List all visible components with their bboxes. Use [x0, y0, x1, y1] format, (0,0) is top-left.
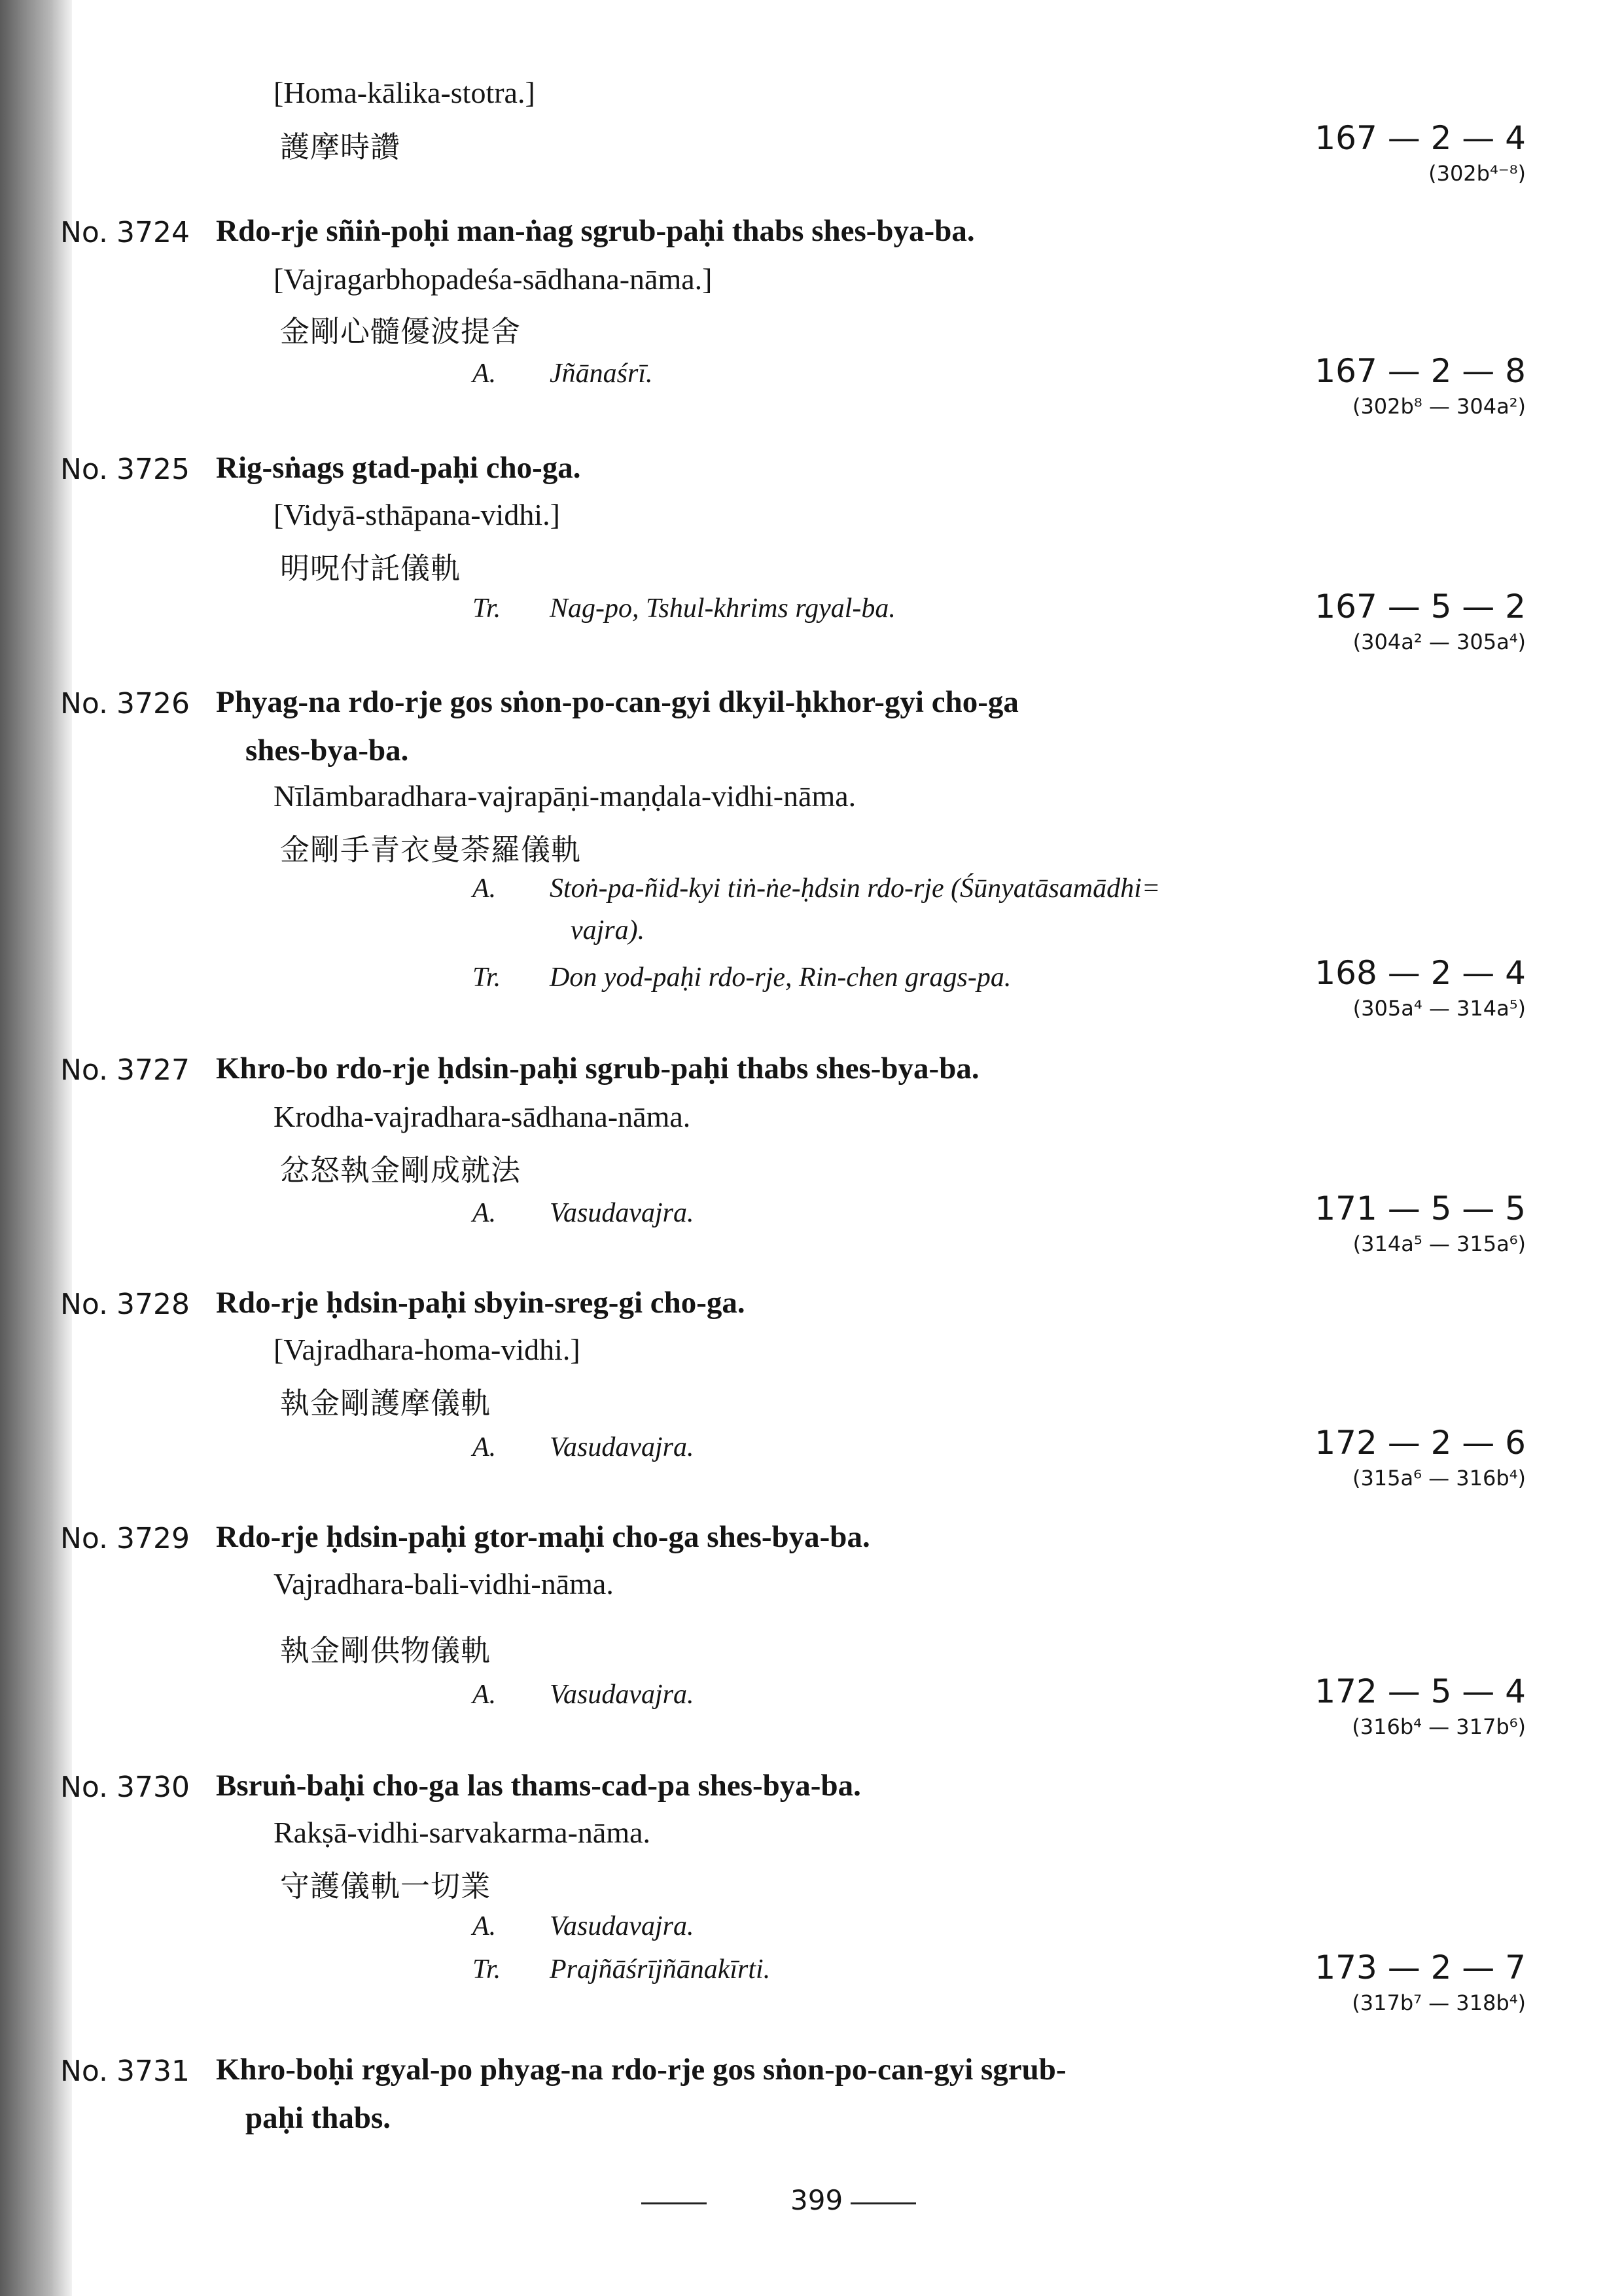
author-name-continued: vajra).: [571, 915, 645, 945]
entry-no-label: No.: [60, 453, 109, 486]
sanskrit-title: Rakṣā-vidhi-sarvakarma-nāma.: [274, 1816, 651, 1849]
tibetan-title: Rig-sṅags gtad-paḥi cho-ga.: [216, 451, 581, 485]
entry-number: 3726: [116, 687, 190, 720]
author-role: A.: [472, 359, 497, 389]
entry-no-label: No.: [60, 216, 109, 249]
folio-range: (316b⁴ — 317b⁶): [1352, 1714, 1526, 1739]
volume-reference: 167 — 2 — 4: [1315, 119, 1526, 157]
entry-no-label: No.: [60, 2055, 109, 2088]
tibetan-title-continued: shes-bya-ba.: [245, 733, 409, 768]
author-role: A.: [472, 1911, 497, 1941]
author-role: A.: [472, 1680, 497, 1710]
entry-no-label: No.: [60, 1288, 109, 1321]
chinese-title: 金剛手青衣曼荼羅儀軌: [280, 832, 582, 867]
tibetan-title: Rdo-rje ḥdsin-paḥi gtor-maḥi cho-ga shes-bya-ba.: [216, 1520, 870, 1554]
sanskrit-title: [Homa-kālika-stotra.]: [274, 76, 535, 109]
sanskrit-title: Nīlāmbaradhara-vajrapāṇi-maṇḍala-vidhi-nāma.: [274, 779, 856, 813]
author-role: A.: [472, 874, 497, 904]
author-name: Jñānaśrī.: [550, 359, 653, 389]
author-name: Vasudavajra.: [550, 1432, 694, 1462]
tibetan-title: Rdo-rje ḥdsin-paḥi sbyin-sreg-gi cho-ga.: [216, 1286, 745, 1320]
volume-reference: 168 — 2 — 4: [1315, 954, 1526, 992]
entry-no-label: No.: [60, 1522, 109, 1555]
page-number-rule-left: [641, 2202, 707, 2204]
tibetan-title: Phyag-na rdo-rje gos sṅon-po-can-gyi dkyil-ḥkhor-gyi cho-ga: [216, 685, 1019, 719]
entry-no-label: No.: [60, 1053, 109, 1087]
author-name: Vasudavajra.: [550, 1680, 694, 1710]
translator-name: Prajñāśrījñānakīrti.: [550, 1954, 771, 1985]
volume-reference: 167 — 5 — 2: [1315, 588, 1526, 626]
author-role: A.: [472, 1432, 497, 1462]
author-role: A.: [472, 1198, 497, 1228]
volume-reference: 167 — 2 — 8: [1315, 352, 1526, 390]
folio-range: (302b⁸ — 304a²): [1352, 394, 1526, 419]
volume-reference: 171 — 5 — 5: [1315, 1190, 1526, 1227]
entry-number: 3727: [116, 1053, 190, 1087]
folio-range: (314a⁵ — 315a⁶): [1352, 1231, 1526, 1256]
translator-name: Don yod-paḥi rdo-rje, Rin-chen grags-pa.: [550, 963, 1012, 993]
author-name: Vasudavajra.: [550, 1198, 694, 1228]
author-name: Stoṅ-pa-ñid-kyi tiṅ-ṅe-ḥdsin rdo-rje (Śūnyatāsamādhi=: [550, 874, 1161, 904]
sanskrit-title: Vajradhara-bali-vidhi-nāma.: [274, 1567, 614, 1600]
translator-role: Tr.: [472, 1954, 501, 1985]
chinese-title: 明呪付託儀軌: [280, 551, 461, 586]
chinese-title: 護摩時讚: [280, 130, 401, 164]
sanskrit-title: [Vajragarbhopadeśa-sādhana-nāma.]: [274, 262, 713, 296]
tibetan-title-continued: paḥi thabs.: [245, 2101, 391, 2135]
chinese-title: 守護儀軌一切業: [280, 1869, 491, 1903]
tibetan-title: Khro-bo rdo-rje ḥdsin-paḥi sgrub-paḥi thabs shes-bya-ba.: [216, 1051, 980, 1086]
volume-reference: 172 — 5 — 4: [1315, 1672, 1526, 1710]
entry-number: 3731: [116, 2055, 190, 2088]
author-name: Vasudavajra.: [550, 1911, 694, 1941]
chinese-title: 執金剛供物儀軌: [280, 1633, 491, 1668]
entry-number: 3729: [116, 1522, 190, 1555]
page-number-rule-right: [851, 2202, 916, 2204]
folio-range: (305a⁴ — 314a⁵): [1352, 996, 1526, 1021]
entry-number: 3730: [116, 1771, 190, 1804]
entry-number: 3725: [116, 453, 190, 486]
tibetan-title: Bsruṅ-baḥi cho-ga las thams-cad-pa shes-bya-ba.: [216, 1769, 861, 1803]
chinese-title: 金剛心髓優波提舍: [280, 314, 521, 349]
translator-role: Tr.: [472, 963, 501, 993]
sanskrit-title: [Vidyā-sthāpana-vidhi.]: [274, 498, 560, 531]
volume-reference: 172 — 2 — 6: [1315, 1424, 1526, 1462]
translator-name: Nag-po, Tshul-khrims rgyal-ba.: [550, 593, 896, 624]
entry-number: 3724: [116, 216, 190, 249]
folio-range: (315a⁶ — 316b⁴): [1352, 1466, 1526, 1491]
folio-range: (304a² — 305a⁴): [1352, 629, 1526, 654]
chinese-title: 執金剛護摩儀軌: [280, 1386, 491, 1421]
entry-no-label: No.: [60, 687, 109, 720]
sanskrit-title: [Vajradhara-homa-vidhi.]: [274, 1333, 580, 1366]
folio-range: (302b⁴⁻⁸): [1428, 161, 1526, 186]
entry-number: 3728: [116, 1288, 190, 1321]
tibetan-title: Khro-boḥi rgyal-po phyag-na rdo-rje gos sṅon-po-can-gyi sgrub-: [216, 2053, 1067, 2087]
page-number: 399: [790, 2184, 843, 2216]
volume-reference: 173 — 2 — 7: [1315, 1949, 1526, 1987]
translator-role: Tr.: [472, 593, 501, 624]
folio-range: (317b⁷ — 318b⁴): [1352, 1990, 1526, 2015]
tibetan-title: Rdo-rje sñiṅ-poḥi man-ṅag sgrub-paḥi thabs shes-bya-ba.: [216, 214, 975, 248]
sanskrit-title: Krodha-vajradhara-sādhana-nāma.: [274, 1100, 691, 1133]
chinese-title: 忿怒執金剛成就法: [280, 1153, 521, 1188]
entry-no-label: No.: [60, 1771, 109, 1804]
